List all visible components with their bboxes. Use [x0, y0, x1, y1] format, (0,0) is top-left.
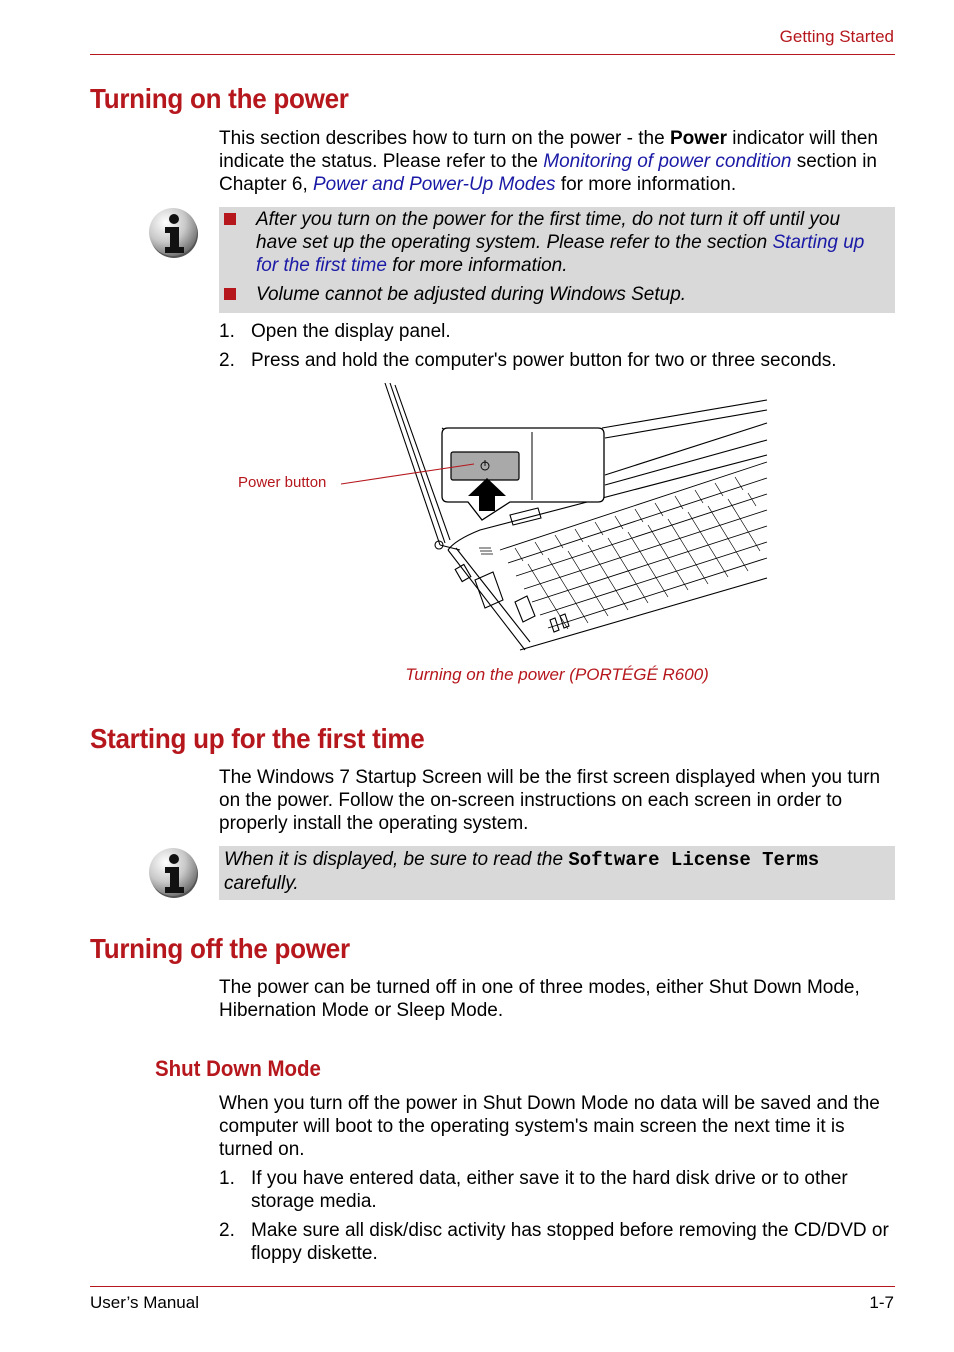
running-header: Getting Started: [779, 27, 894, 46]
footer-rule: [90, 1286, 895, 1287]
shutdown-steps: [219, 1167, 899, 1265]
step-text: Press and hold the computer's power button for two or three seconds.: [251, 350, 837, 371]
note-text: carefully.: [224, 873, 299, 894]
intro-text-4: for more information.: [555, 174, 737, 195]
header-rule: [90, 54, 895, 55]
note-item: [219, 208, 885, 277]
note-item: [219, 283, 885, 306]
power-on-steps: [219, 320, 899, 372]
power-on-intro: [219, 127, 899, 196]
step-text: If you have entered data, either save it to the hard disk drive or to other storage media.: [251, 1168, 848, 1212]
footer-page-number: 1-7: [869, 1293, 894, 1312]
footer-manual-title: User’s Manual: [90, 1293, 199, 1312]
figure-callout-label: Power button: [238, 474, 327, 491]
intro-text-3: section in Chapter 6,: [219, 151, 877, 195]
info-icon: [148, 207, 200, 259]
subsection-title-shutdown: Shut Down Mode: [155, 1056, 321, 1081]
step-number: 1.: [219, 321, 235, 342]
note-box-power-on: [219, 207, 895, 313]
list-item: [219, 1167, 899, 1213]
square-bullet: [224, 288, 236, 300]
link-starting-up[interactable]: Starting up for the first time: [256, 232, 865, 276]
note-box-first-time: [219, 846, 895, 900]
shutdown-body: When you turn off the power in Shut Down Mode no data will be saved and the computer will boot to the operating system's main screen the next time it is turned on.: [219, 1093, 880, 1160]
square-bullet: [224, 213, 236, 225]
link-monitoring-power[interactable]: Monitoring of power condition: [543, 151, 792, 172]
list-item: [219, 349, 899, 372]
step-text: Make sure all disk/disc activity has stopped before removing the CD/DVD or floppy diskette.: [251, 1220, 889, 1264]
intro-text-2: indicator will then indicate the status. Please refer to the: [219, 128, 879, 172]
power-off-body: The power can be turned off in one of three modes, either Shut Down Mode, Hibernation Mode or Sleep Mode.: [219, 977, 860, 1021]
note-code-license-terms: Software License Terms: [568, 849, 820, 871]
note-text: for more information.: [386, 255, 568, 276]
step-number: 2.: [219, 1220, 235, 1241]
link-power-modes[interactable]: Power and Power-Up Modes: [313, 174, 556, 195]
note-text: Volume cannot be adjusted during Windows Setup.: [256, 284, 687, 305]
step-text: Open the display panel.: [251, 321, 451, 342]
note-text: After you turn on the power for the first time, do not turn it off until you have set up the operating system. Please refer to the section: [256, 209, 841, 253]
step-number: 1.: [219, 1168, 235, 1189]
list-item: [219, 1219, 899, 1265]
step-number: 2.: [219, 350, 235, 371]
note-text: When it is displayed, be sure to read the: [224, 849, 569, 870]
section-title-power-on: Turning on the power: [90, 83, 349, 114]
intro-power-bold: Power: [669, 128, 727, 149]
section-title-first-time: Starting up for the first time: [90, 723, 425, 754]
figure-caption: Turning on the power (PORTÉGÉ R600): [405, 665, 709, 684]
laptop-power-button-illustration: [230, 380, 775, 655]
first-time-body: The Windows 7 Startup Screen will be the first screen displayed when you turn on the power. Follow the on-screen instructions on each screen in order to properly install the operating system.: [219, 767, 881, 834]
intro-text-1: This section describes how to turn on the power - the: [219, 128, 670, 149]
section-title-power-off: Turning off the power: [90, 933, 350, 964]
info-icon: [148, 847, 200, 899]
list-item: [219, 320, 899, 343]
